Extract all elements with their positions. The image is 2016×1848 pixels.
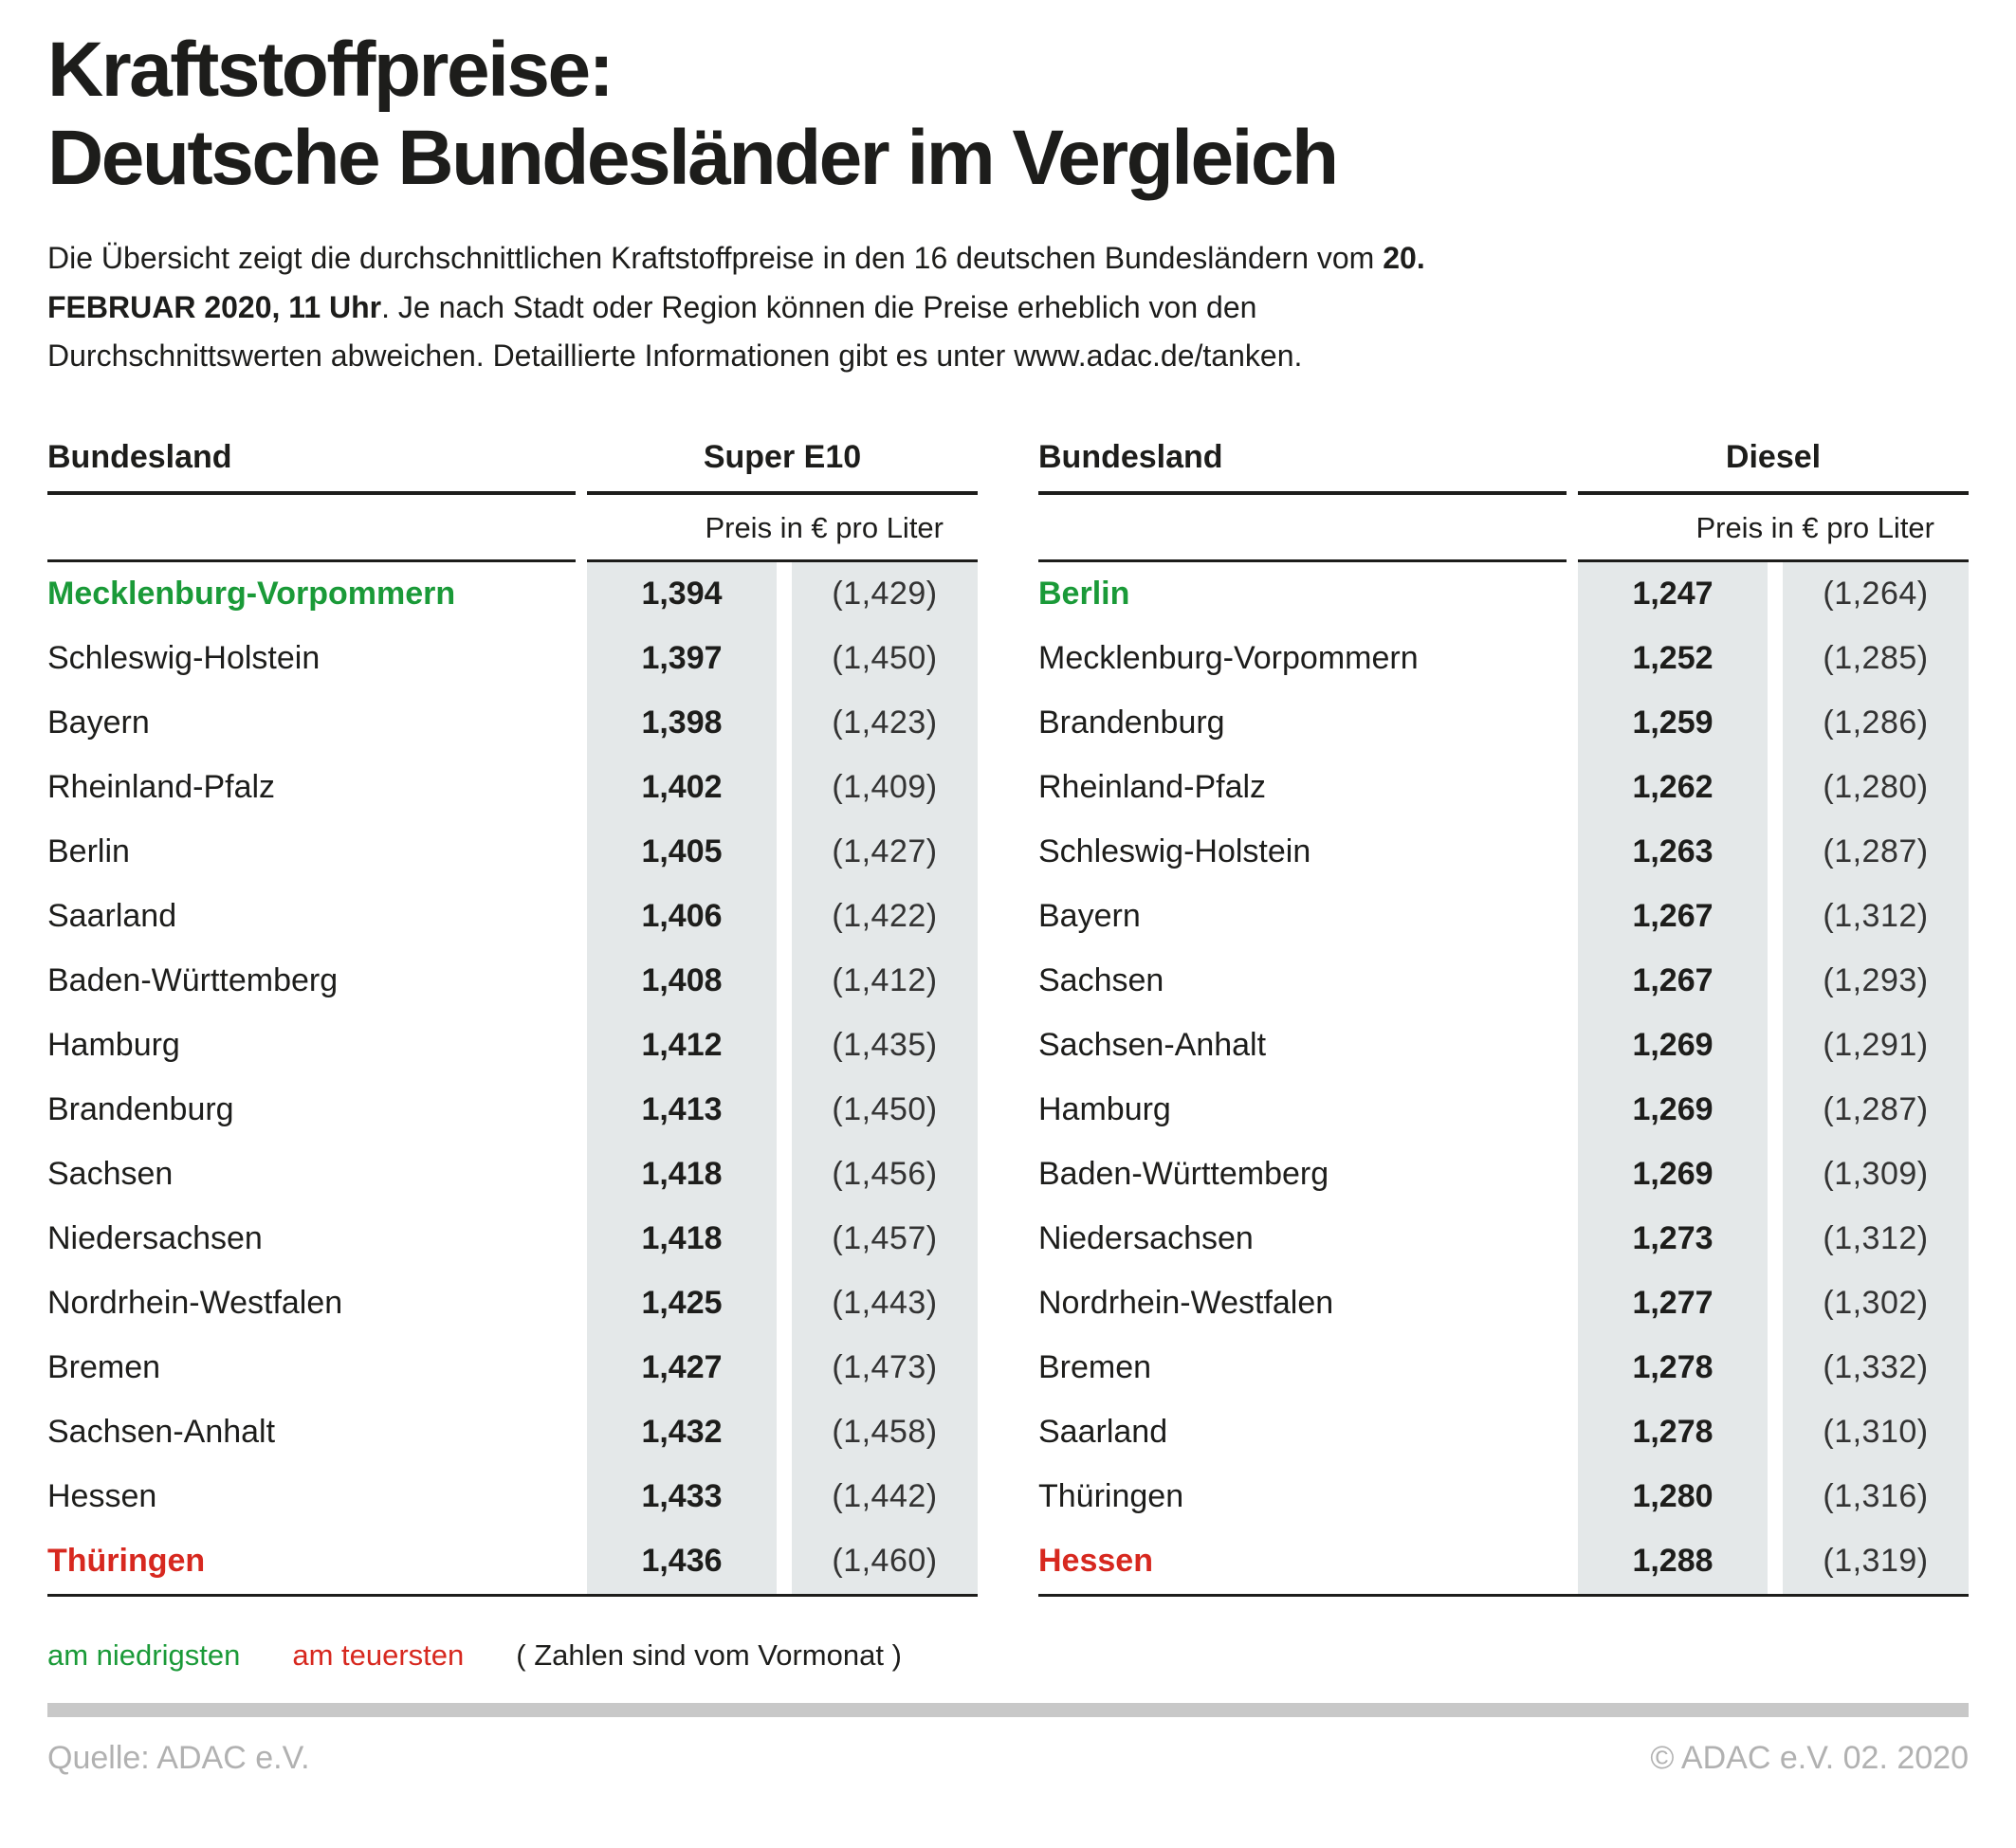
bundesland-name: Bayern	[1038, 898, 1141, 935]
previous-month-price: (1,316)	[1783, 1465, 1969, 1529]
table-row	[1038, 1529, 1969, 1594]
bundesland-name: Niedersachsen	[47, 1220, 263, 1257]
bundesland-name: Saarland	[47, 898, 177, 935]
current-price: 1,278	[1578, 1336, 1768, 1400]
previous-month-price: (1,458)	[792, 1400, 978, 1465]
page-title-line2: Deutsche Bundesländer im Vergleich	[47, 114, 1337, 201]
column-gap	[777, 562, 792, 627]
table-row	[1038, 1465, 1969, 1529]
column-gap	[1768, 1336, 1783, 1400]
bundesland-name: Berlin	[1038, 576, 1130, 613]
table-bottom-rule	[1038, 1594, 1969, 1597]
copyright-notice: © ADAC e.V. 02. 2020	[1650, 1739, 1969, 1776]
column-gap	[1768, 691, 1783, 756]
previous-month-price: (1,264)	[1783, 562, 1969, 627]
current-price: 1,405	[587, 820, 777, 885]
table-row	[1038, 627, 1969, 691]
column-gap	[1768, 1014, 1783, 1078]
column-gap	[777, 1529, 792, 1594]
bundesland-name: Bremen	[1038, 1349, 1152, 1386]
table-row	[47, 1465, 978, 1529]
legend-highest-label: am teuersten	[292, 1638, 465, 1672]
current-price: 1,280	[1578, 1465, 1768, 1529]
table-row	[1038, 1336, 1969, 1400]
table-row	[47, 1207, 978, 1272]
bundesland-name: Saarland	[1038, 1414, 1168, 1451]
table-row	[1038, 885, 1969, 949]
previous-month-price: (1,422)	[792, 885, 978, 949]
bundesland-name: Thüringen	[1038, 1478, 1184, 1515]
table-row	[1038, 1143, 1969, 1207]
column-gap	[1768, 885, 1783, 949]
table-row	[1038, 1207, 1969, 1272]
current-price: 1,418	[587, 1207, 777, 1272]
previous-month-price: (1,302)	[1783, 1272, 1969, 1336]
bundesland-name: Mecklenburg-Vorpommern	[1038, 640, 1419, 677]
footer	[47, 1740, 1969, 1777]
price-unit-subheader: Preis in € pro Liter	[1695, 510, 1934, 544]
previous-month-price: (1,293)	[1783, 949, 1969, 1014]
current-price: 1,406	[587, 885, 777, 949]
bundesland-name: Schleswig-Holstein	[1038, 833, 1311, 870]
current-price: 1,394	[587, 562, 777, 627]
bundesland-name: Nordrhein-Westfalen	[47, 1285, 343, 1322]
column-gap	[1768, 949, 1783, 1014]
column-gap	[777, 949, 792, 1014]
previous-month-price: (1,435)	[792, 1014, 978, 1078]
table-row	[47, 1400, 978, 1465]
previous-month-price: (1,319)	[1783, 1529, 1969, 1594]
table-row	[47, 1336, 978, 1400]
column-gap	[1768, 627, 1783, 691]
bundesland-name: Rheinland-Pfalz	[1038, 769, 1267, 806]
current-price: 1,267	[1578, 949, 1768, 1014]
previous-month-price: (1,291)	[1783, 1014, 1969, 1078]
current-price: 1,269	[1578, 1143, 1768, 1207]
column-gap	[777, 1336, 792, 1400]
previous-month-price: (1,332)	[1783, 1336, 1969, 1400]
legend	[47, 1638, 1969, 1673]
column-gap	[777, 627, 792, 691]
current-price: 1,269	[1578, 1078, 1768, 1143]
bundesland-name: Sachsen-Anhalt	[1038, 1027, 1267, 1064]
current-price: 1,408	[587, 949, 777, 1014]
column-header-fuel-super-e10: Super E10	[703, 438, 862, 475]
previous-month-price: (1,450)	[792, 627, 978, 691]
column-gap	[777, 1014, 792, 1078]
table-row	[47, 1529, 978, 1594]
current-price: 1,418	[587, 1143, 777, 1207]
bundesland-name: Rheinland-Pfalz	[47, 769, 276, 806]
bundesland-name: Schleswig-Holstein	[47, 640, 321, 677]
table-row	[1038, 562, 1969, 627]
previous-month-price: (1,427)	[792, 820, 978, 885]
current-price: 1,427	[587, 1336, 777, 1400]
tables-container	[47, 439, 1969, 1597]
table-row	[1038, 949, 1969, 1014]
previous-month-price: (1,309)	[1783, 1143, 1969, 1207]
column-gap	[777, 1078, 792, 1143]
bundesland-name: Hessen	[47, 1478, 157, 1515]
current-price: 1,277	[1578, 1272, 1768, 1336]
current-price: 1,247	[1578, 562, 1768, 627]
bundesland-name: Berlin	[47, 833, 130, 870]
table-super-e10	[47, 439, 978, 1597]
header-rule	[1038, 491, 1969, 495]
bundesland-name: Brandenburg	[47, 1091, 234, 1128]
current-price: 1,288	[1578, 1529, 1768, 1594]
column-gap	[1768, 1207, 1783, 1272]
bundesland-name: Brandenburg	[1038, 704, 1225, 741]
table-header-row	[1038, 439, 1969, 491]
bundesland-name: Hamburg	[47, 1027, 180, 1064]
bundesland-name: Hamburg	[1038, 1091, 1171, 1128]
current-price: 1,412	[587, 1014, 777, 1078]
previous-month-price: (1,456)	[792, 1143, 978, 1207]
bundesland-name: Baden-Württemberg	[47, 962, 339, 999]
current-price: 1,432	[587, 1400, 777, 1465]
table-diesel	[1038, 439, 1969, 1597]
column-gap	[777, 1207, 792, 1272]
previous-month-price: (1,460)	[792, 1529, 978, 1594]
previous-month-price: (1,286)	[1783, 691, 1969, 756]
intro-text-start: Die Übersicht zeigt die durchschnittlichen Kraftstoffpreise in den 16 deutschen Bundesländern vom	[47, 241, 1384, 276]
intro-text	[47, 234, 1460, 380]
table-row	[47, 1014, 978, 1078]
table-row	[47, 1078, 978, 1143]
table-row	[1038, 756, 1969, 820]
previous-month-price: (1,287)	[1783, 1078, 1969, 1143]
current-price: 1,402	[587, 756, 777, 820]
table-body	[47, 562, 978, 1594]
previous-month-price: (1,412)	[792, 949, 978, 1014]
legend-note: ( Zahlen sind vom Vormonat )	[516, 1638, 902, 1672]
current-price: 1,433	[587, 1465, 777, 1529]
previous-month-price: (1,423)	[792, 691, 978, 756]
intro-text-end: . Je nach Stadt oder Region können die Preise erheblich von den Durchschnittswerten abweichen. Detaillierte Informationen gibt es unter www.adac.de/tanken.	[47, 289, 1303, 373]
current-price: 1,269	[1578, 1014, 1768, 1078]
bundesland-name: Sachsen	[1038, 962, 1164, 999]
column-gap	[1768, 1078, 1783, 1143]
column-gap	[1768, 756, 1783, 820]
column-header-bundesland: Bundesland	[47, 438, 232, 475]
table-row	[47, 885, 978, 949]
previous-month-price: (1,280)	[1783, 756, 1969, 820]
column-header-bundesland: Bundesland	[1038, 438, 1223, 475]
bundesland-name: Sachsen-Anhalt	[47, 1414, 276, 1451]
column-gap	[777, 1143, 792, 1207]
current-price: 1,259	[1578, 691, 1768, 756]
table-row	[47, 1272, 978, 1336]
table-row	[47, 756, 978, 820]
column-gap	[1768, 1143, 1783, 1207]
header-rule	[47, 491, 978, 495]
table-row	[47, 627, 978, 691]
divider-bar	[47, 1703, 1969, 1717]
previous-month-price: (1,310)	[1783, 1400, 1969, 1465]
table-row	[1038, 1078, 1969, 1143]
table-body	[1038, 562, 1969, 1594]
bundesland-name: Bayern	[47, 704, 150, 741]
previous-month-price: (1,312)	[1783, 885, 1969, 949]
column-gap	[1768, 1529, 1783, 1594]
current-price: 1,263	[1578, 820, 1768, 885]
previous-month-price: (1,285)	[1783, 627, 1969, 691]
table-row	[47, 949, 978, 1014]
column-gap	[777, 756, 792, 820]
page-title	[47, 27, 1969, 202]
source-credit: Quelle: ADAC e.V.	[47, 1739, 310, 1776]
bundesland-name: Baden-Württemberg	[1038, 1156, 1329, 1193]
bundesland-name: Sachsen	[47, 1156, 174, 1193]
legend-lowest-label: am niedrigsten	[47, 1638, 241, 1672]
bundesland-name: Thüringen	[47, 1543, 206, 1580]
column-gap	[1768, 562, 1783, 627]
column-gap	[777, 885, 792, 949]
column-gap	[1768, 1400, 1783, 1465]
column-gap	[777, 691, 792, 756]
previous-month-price: (1,312)	[1783, 1207, 1969, 1272]
column-gap	[1768, 1465, 1783, 1529]
previous-month-price: (1,457)	[792, 1207, 978, 1272]
intro-date-bold: 20. FEBRUAR 2020, 11 Uhr	[47, 241, 1425, 324]
column-gap	[1768, 1272, 1783, 1336]
page-title-line1: Kraftstoffpreise:	[47, 27, 613, 113]
bundesland-name: Niedersachsen	[1038, 1220, 1254, 1257]
current-price: 1,425	[587, 1272, 777, 1336]
price-unit-subheader: Preis in € pro Liter	[705, 510, 944, 544]
column-gap	[777, 1400, 792, 1465]
previous-month-price: (1,287)	[1783, 820, 1969, 885]
bundesland-name: Bremen	[47, 1349, 161, 1386]
bundesland-name: Nordrhein-Westfalen	[1038, 1285, 1334, 1322]
column-gap	[777, 1272, 792, 1336]
table-row	[1038, 820, 1969, 885]
current-price: 1,252	[1578, 627, 1768, 691]
column-gap	[1768, 820, 1783, 885]
column-header-fuel-diesel: Diesel	[1725, 438, 1822, 475]
table-row	[47, 820, 978, 885]
previous-month-price: (1,409)	[792, 756, 978, 820]
table-row	[47, 691, 978, 756]
previous-month-price: (1,450)	[792, 1078, 978, 1143]
previous-month-price: (1,473)	[792, 1336, 978, 1400]
bundesland-name: Mecklenburg-Vorpommern	[47, 576, 456, 613]
table-bottom-rule	[47, 1594, 978, 1597]
previous-month-price: (1,442)	[792, 1465, 978, 1529]
current-price: 1,436	[587, 1529, 777, 1594]
column-gap	[777, 1465, 792, 1529]
current-price: 1,397	[587, 627, 777, 691]
current-price: 1,267	[1578, 885, 1768, 949]
bundesland-name: Hessen	[1038, 1543, 1153, 1580]
table-header-row	[47, 439, 978, 491]
table-row	[1038, 1014, 1969, 1078]
table-row	[1038, 1272, 1969, 1336]
previous-month-price: (1,429)	[792, 562, 978, 627]
current-price: 1,262	[1578, 756, 1768, 820]
table-row	[1038, 691, 1969, 756]
table-row	[1038, 1400, 1969, 1465]
current-price: 1,273	[1578, 1207, 1768, 1272]
current-price: 1,398	[587, 691, 777, 756]
table-row	[47, 562, 978, 627]
table-row	[47, 1143, 978, 1207]
current-price: 1,413	[587, 1078, 777, 1143]
column-gap	[777, 820, 792, 885]
previous-month-price: (1,443)	[792, 1272, 978, 1336]
current-price: 1,278	[1578, 1400, 1768, 1465]
